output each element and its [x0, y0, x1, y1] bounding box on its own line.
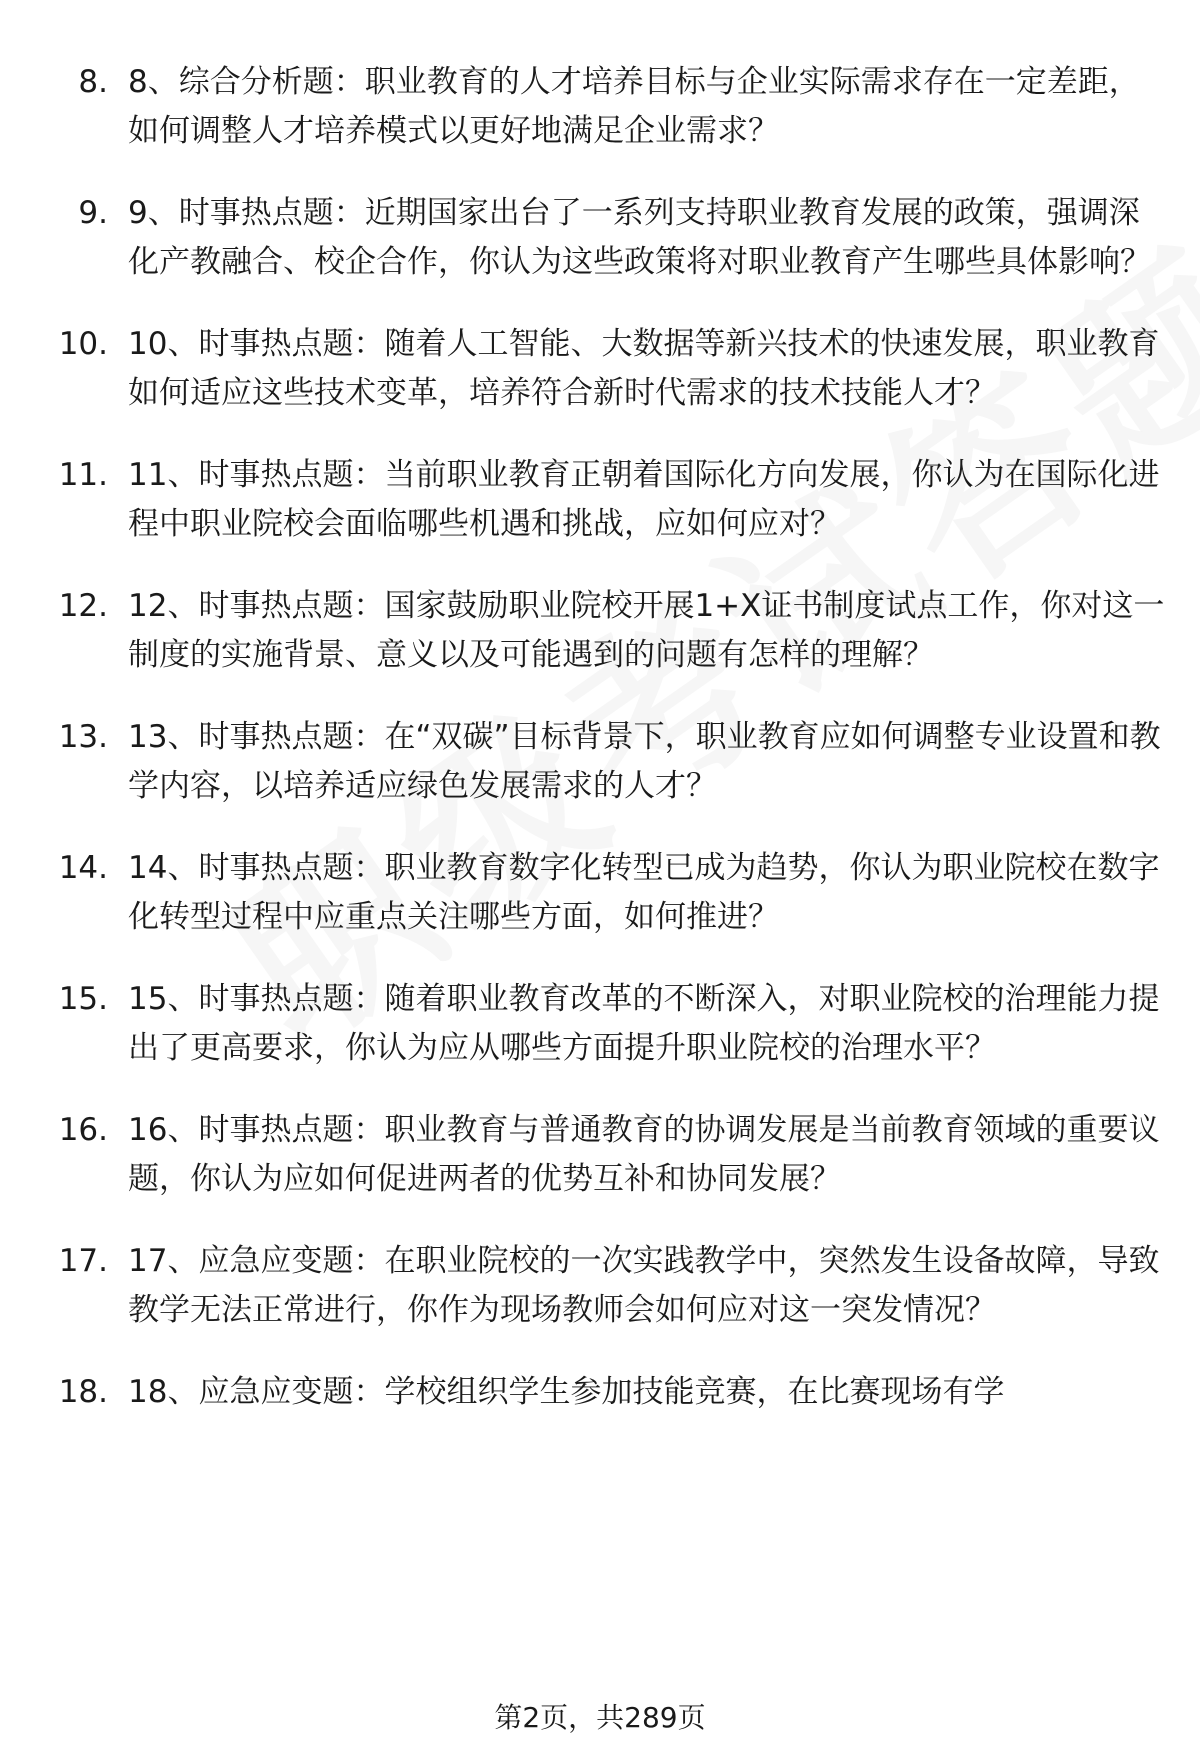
question-item: [0, 713, 1200, 811]
page-number-label: 第2页，共289页: [494, 1701, 706, 1734]
question-number: 18.: [58, 1374, 108, 1410]
question-text: 10、时事热点题：随着人工智能、大数据等新兴技术的快速发展，职业教育如何适应这些技术变革，培养符合新时代需求的技术技能人才？: [128, 326, 1160, 411]
question-item: [0, 320, 1200, 418]
question-item: [0, 1368, 1200, 1417]
page-footer: [0, 1700, 1200, 1736]
question-number: 14.: [58, 850, 108, 886]
question-number: 10.: [58, 326, 108, 362]
question-item: [0, 58, 1200, 156]
question-list: [0, 58, 1200, 1450]
question-text: 16、时事热点题：职业教育与普通教育的协调发展是当前教育领域的重要议题，你认为应如何促进两者的优势互补和协同发展？: [128, 1112, 1160, 1197]
question-item: [0, 582, 1200, 680]
question-item: [0, 975, 1200, 1073]
question-item: [0, 844, 1200, 942]
question-item: [0, 1237, 1200, 1335]
question-text: 9、时事热点题：近期国家出台了一系列支持职业教育发展的政策，强调深化产教融合、校企合作，你认为这些政策将对职业教育产生哪些具体影响？: [128, 195, 1151, 280]
question-number: 16.: [58, 1112, 108, 1148]
question-item: [0, 189, 1200, 287]
question-text: 12、时事热点题：国家鼓励职业院校开展1+X证书制度试点工作，你对这一制度的实施背景、意义以及可能遇到的问题有怎样的理解？: [128, 588, 1165, 673]
question-number: 12.: [58, 588, 108, 624]
question-number: 15.: [58, 981, 108, 1017]
question-text: 11、时事热点题：当前职业教育正朝着国际化方向发展，你认为在国际化进程中职业院校会面临哪些机遇和挑战，应如何应对？: [128, 457, 1160, 542]
question-number: 13.: [58, 719, 108, 755]
question-number: 11.: [58, 457, 108, 493]
question-text: 13、时事热点题：在“双碳”目标背景下，职业教育应如何调整专业设置和教学内容，以培养适应绿色发展需求的人才？: [128, 719, 1161, 804]
question-text: 14、时事热点题：职业教育数字化转型已成为趋势，你认为职业院校在数字化转型过程中应重点关注哪些方面，如何推进？: [128, 850, 1160, 935]
question-text: 18、应急应变题：学校组织学生参加技能竞赛，在比赛现场有学: [128, 1374, 1005, 1410]
question-item: [0, 1106, 1200, 1204]
question-text: 17、应急应变题：在职业院校的一次实践教学中，突然发生设备故障，导致教学无法正常进行，你作为现场教师会如何应对这一突发情况？: [128, 1243, 1160, 1328]
question-text: 15、时事热点题：随着职业教育改革的不断深入，对职业院校的治理能力提出了更高要求，你认为应从哪些方面提升职业院校的治理水平？: [128, 981, 1160, 1066]
question-item: [0, 451, 1200, 549]
question-number: 17.: [58, 1243, 108, 1279]
question-number: 8.: [78, 64, 108, 100]
question-text: 8、综合分析题：职业教育的人才培养目标与企业实际需求存在一定差距，如何调整人才培养模式以更好地满足企业需求？: [128, 64, 1140, 149]
question-number: 9.: [78, 195, 108, 231]
